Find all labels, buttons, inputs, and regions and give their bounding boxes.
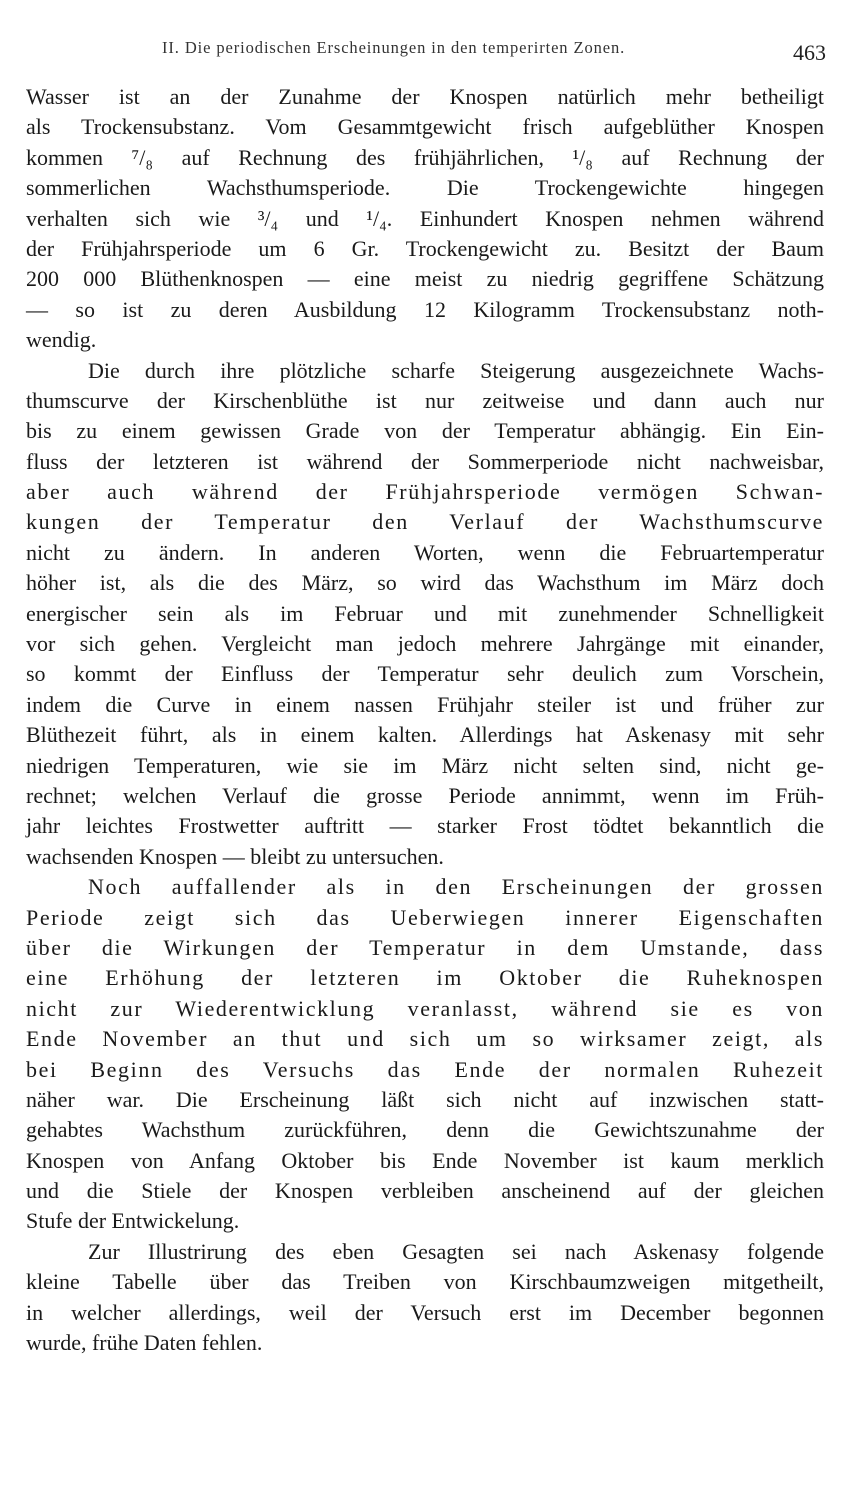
text-line: in welcher allerdings, weil der Versuch erst im December begonnen bbox=[26, 1299, 824, 1325]
text-line: verhalten sich wie ³/₄ und ¹/₄. Einhundert Knospen nehmen während bbox=[26, 205, 824, 231]
text-line: kleine Tabelle über das Treiben von Kirschbaumzweigen mitgetheilt, bbox=[26, 1269, 824, 1295]
text-line: nicht zu ändern. In anderen Worten, wenn die Februartemperatur bbox=[26, 539, 824, 565]
text-line: rechnet; welchen Verlauf die grosse Periode annimmt, wenn im Früh- bbox=[26, 782, 824, 808]
text-line: kungen der Temperatur den Verlauf der Wachsthumscurve bbox=[26, 509, 824, 535]
text-line: und die Stiele der Knospen verbleiben anscheinend auf der gleichen bbox=[26, 1178, 824, 1204]
text-line: als Trockensubstanz. Vom Gesammtgewicht frisch aufgeblüther Knospen bbox=[26, 114, 824, 140]
text-line: höher ist, als die des März, so wird das Wachsthum im März doch bbox=[26, 570, 824, 596]
text-line: nicht zur Wiederentwicklung veranlasst, während sie es von bbox=[26, 995, 824, 1021]
text-line: Noch auffallender als in den Erscheinungen der grossen bbox=[88, 874, 824, 900]
text-line: thumscurve der Kirschenblüthe ist nur zeitweise und dann auch nur bbox=[26, 387, 824, 413]
text-line: — so ist zu deren Ausbildung 12 Kilogramm Trockensubstanz noth- bbox=[26, 296, 824, 322]
running-title: II. Die periodischen Erscheinungen in den temperirten Zonen. bbox=[162, 38, 626, 57]
text-line: der Frühjahrsperiode um 6 Gr. Trockengewicht zu. Besitzt der Baum bbox=[26, 235, 824, 261]
text-line: bei Beginn des Versuchs das Ende der normalen Ruhezeit bbox=[26, 1056, 824, 1082]
text-line: energischer sein als im Februar und mit zunehmender Schnelligkeit bbox=[26, 600, 824, 626]
text-line: eine Erhöhung der letzteren im Oktober die Ruheknospen bbox=[26, 965, 824, 991]
text-line: fluss der letzteren ist während der Sommerperiode nicht nachweisbar, bbox=[26, 448, 824, 474]
paragraph-2 bbox=[26, 356, 824, 873]
text-line: aber auch während der Frühjahrsperiode vermögen Schwan- bbox=[26, 479, 824, 505]
text-line: Blüthezeit führt, als in einem kalten. Allerdings hat Askenasy mit sehr bbox=[26, 722, 824, 748]
text-line: Knospen von Anfang Oktober bis Ende November ist kaum merklich bbox=[26, 1147, 824, 1173]
text-line: Ende November an thut und sich um so wirksamer zeigt, als bbox=[26, 1026, 824, 1052]
text-line: Periode zeigt sich das Ueberwiegen innerer Eigenschaften bbox=[26, 904, 824, 930]
running-header bbox=[26, 34, 826, 74]
text-line: Zur Illustrirung des eben Gesagten sei nach Askenasy folgende bbox=[88, 1238, 824, 1264]
paragraph-4 bbox=[26, 1237, 824, 1359]
text-line: 200 000 Blüthenknospen — eine meist zu niedrig gegriffene Schätzung bbox=[26, 266, 824, 292]
text-line: wurde, frühe Daten fehlen. bbox=[26, 1330, 263, 1356]
text-line: niedrigen Temperaturen, wie sie im März nicht selten sind, nicht ge- bbox=[26, 752, 824, 778]
body-text bbox=[26, 82, 824, 1358]
text-line: so kommt der Einfluss der Temperatur sehr deulich zum Vorschein, bbox=[26, 661, 824, 687]
text-line: wachsenden Knospen — bleibt zu untersuchen. bbox=[26, 843, 444, 869]
text-line: jahr leichtes Frostwetter auftritt — starker Frost tödtet bekanntlich die bbox=[26, 813, 824, 839]
paragraph-1 bbox=[26, 82, 824, 356]
text-line: vor sich gehen. Vergleicht man jedoch mehrere Jahrgänge mit einander, bbox=[26, 631, 824, 657]
text-line: gehabtes Wachsthum zurückführen, denn die Gewichtszunahme der bbox=[26, 1117, 824, 1143]
text-line: bis zu einem gewissen Grade von der Temperatur abhängig. Ein Ein- bbox=[26, 418, 824, 444]
text-line: Wasser ist an der Zunahme der Knospen natürlich mehr betheiligt bbox=[26, 84, 824, 109]
text-line: indem die Curve in einem nassen Frühjahr steiler ist und früher zur bbox=[26, 691, 824, 717]
text-line: Stufe der Entwickelung. bbox=[26, 1208, 240, 1234]
text-line: sommerlichen Wachsthumsperiode. Die Trockengewichte hingegen bbox=[26, 175, 824, 201]
paragraph-3 bbox=[26, 872, 824, 1237]
text-line: wendig. bbox=[26, 327, 97, 353]
text-line: kommen ⁷/₈ auf Rechnung des frühjährlichen, ¹/₈ auf Rechnung der bbox=[26, 144, 824, 170]
text-line: Die durch ihre plötzliche scharfe Steigerung ausgezeichnete Wachs- bbox=[88, 357, 824, 383]
page-number: 463 bbox=[793, 40, 826, 65]
text-line: näher war. Die Erscheinung läßt sich nicht auf inzwischen statt- bbox=[26, 1086, 824, 1112]
text-line: über die Wirkungen der Temperatur in dem Umstande, dass bbox=[26, 934, 824, 960]
